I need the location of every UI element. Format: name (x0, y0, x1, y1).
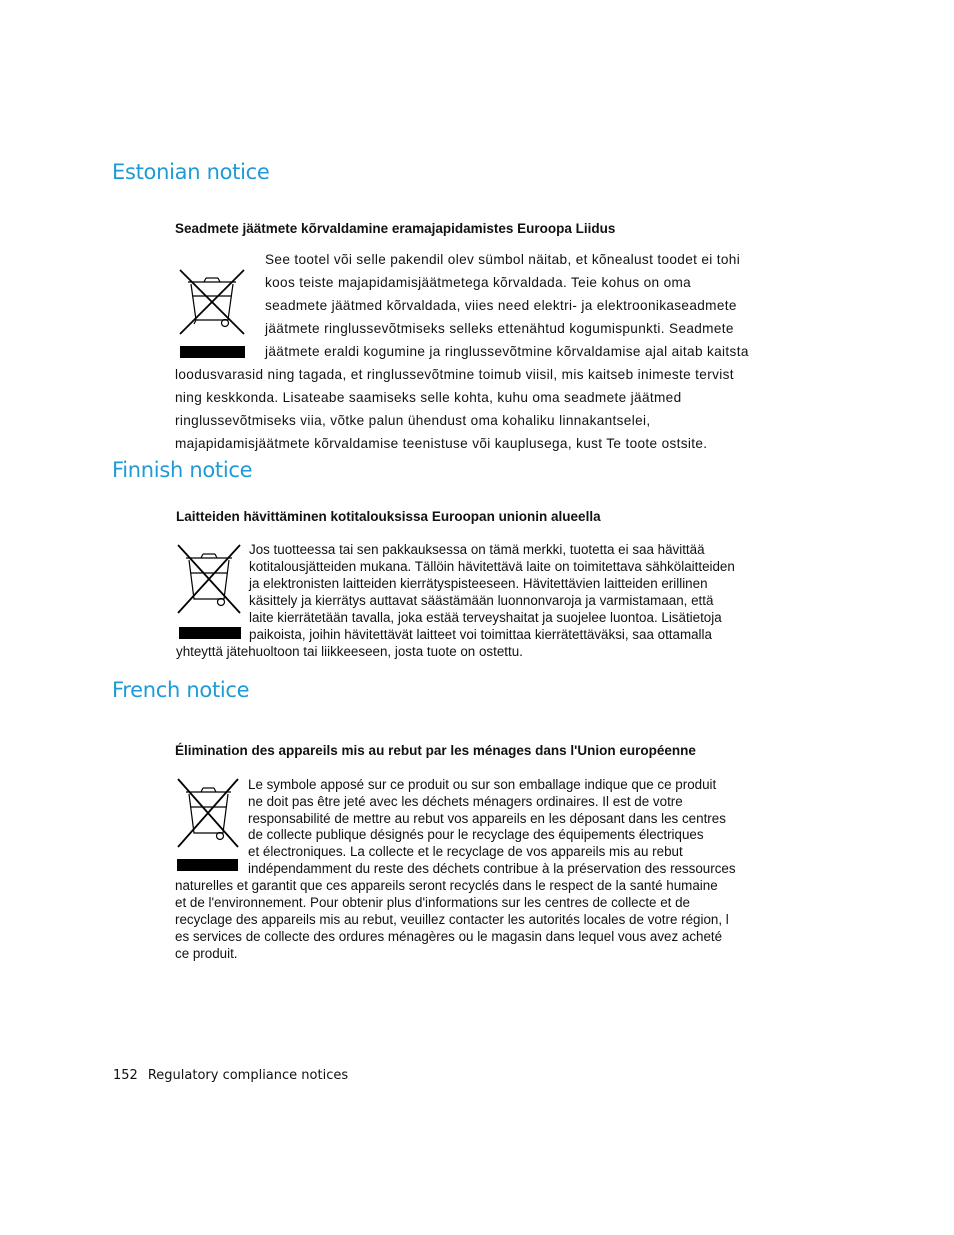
french-line: et électroniques. La collecte et le recyclage de vos appareils mis au rebut (248, 844, 683, 859)
finnish-line: paikoista, joihin hävitettävät laitteet voi toimittaa kierrätettäväksi, saa ottamalla (249, 627, 712, 642)
french-line: naturelles et garantit que ces appareils seront recyclés dans le respect de la santé humaine (175, 878, 718, 893)
estonian-heading: Estonian notice (112, 160, 270, 184)
finnish-line: yhteyttä jätehuoltoon tai liikkeeseen, josta tuote on ostettu. (176, 644, 523, 659)
weee-bar (180, 346, 245, 358)
weee-bar (179, 627, 241, 639)
page-number: 152 (113, 1068, 138, 1083)
estonian-line: majapidamisjäätmete kõrvaldamise teenistuse või kauplusega, kust Te toote ostsite. (175, 436, 708, 451)
weee-bar (177, 859, 238, 871)
estonian-line: seadmete jäätmed kõrvaldada, viies need elektri- ja elektroonikaseadmete (265, 298, 737, 313)
estonian-line: ning keskkonda. Lisateabe saamiseks selle kohta, kuhu oma seadmete jäätmed (175, 390, 682, 405)
finnish-subheading: Laitteiden hävittäminen kotitalouksissa Euroopan unionin alueella (176, 509, 601, 524)
finnish-line: laite kierrätetään tavalla, joka estää terveyshaitat ja suojelee luontoa. Lisätietoja (249, 610, 722, 625)
estonian-line: jäätmete ringlussevõtmiseks selleks ettenähtud kogumispunkti. Seadmete (265, 321, 734, 336)
finnish-line: ja elektronisten laitteiden kierrätyspisteeseen. Hävitettävien laitteiden erillinen (249, 576, 708, 591)
french-line: ne doit pas être jeté avec les déchets ménagers ordinaires. Il est de votre (248, 794, 683, 809)
footer-title: Regulatory compliance notices (147, 1068, 349, 1083)
estonian-line: ringlussevõtmiseks viia, võtke palun ühendust oma kohaliku linnakantselei, (175, 413, 651, 428)
french-line: de collecte publique désignés pour le recyclage des équipements électriques (248, 827, 704, 842)
weee-bin-icon (176, 777, 242, 854)
finnish-line: Jos tuotteessa tai sen pakkauksessa on tämä merkki, tuotetta ei saa hävittää (249, 542, 705, 557)
french-line: Le symbole apposé sur ce produit ou sur son emballage indique que ce produit (248, 777, 717, 792)
page-footer (113, 1068, 348, 1083)
finnish-line: kotitalousjätteiden mukana. Tällöin hävitettävä laite on toimitettava sähkölaitteiden (249, 559, 735, 574)
weee-bin-icon (176, 543, 244, 620)
estonian-line: See tootel või selle pakendil olev sümbol näitab, et kõnealust toodet ei tohi (265, 252, 741, 267)
weee-bin-icon (178, 268, 248, 341)
estonian-subheading: Seadmete jäätmete kõrvaldamine eramajapidamistes Euroopa Liidus (175, 221, 616, 236)
finnish-line: käsittely ja kierrätys auttavat säästämään luonnonvaroja ja varmistamaan, että (249, 593, 714, 608)
french-heading: French notice (112, 678, 250, 702)
finnish-heading: Finnish notice (112, 458, 253, 482)
french-line: ce produit. (175, 946, 238, 961)
french-line: recyclage des appareils mis au rebut, veuillez contacter les autorités locales de votre région, l (175, 912, 729, 927)
french-line: responsabilité de mettre au rebut vos appareils en les déposant dans les centres (248, 811, 726, 826)
estonian-line: jäätmete eraldi kogumine ja ringlussevõtmine kõrvaldamise ajal aitab kaitsta (265, 344, 749, 359)
french-line: indépendamment du reste des déchets contribue à la préservation des ressources (248, 861, 736, 876)
french-line: es services de collecte des ordures ménagères ou le magasin dans lequel vous avez acheté (175, 929, 723, 944)
estonian-line: loodusvarasid ning tagada, et ringlussevõtmine toimub viisil, mis kaitseb inimeste tervist (175, 367, 734, 382)
french-subheading: Élimination des appareils mis au rebut par les ménages dans l'Union européenne (175, 743, 696, 758)
estonian-line: koos teiste majapidamisjäätmetega kõrvaldada. Teie kohus on oma (265, 275, 692, 290)
french-line: et de l'environnement. Pour obtenir plus d'informations sur les centres de collecte et de (175, 895, 690, 910)
